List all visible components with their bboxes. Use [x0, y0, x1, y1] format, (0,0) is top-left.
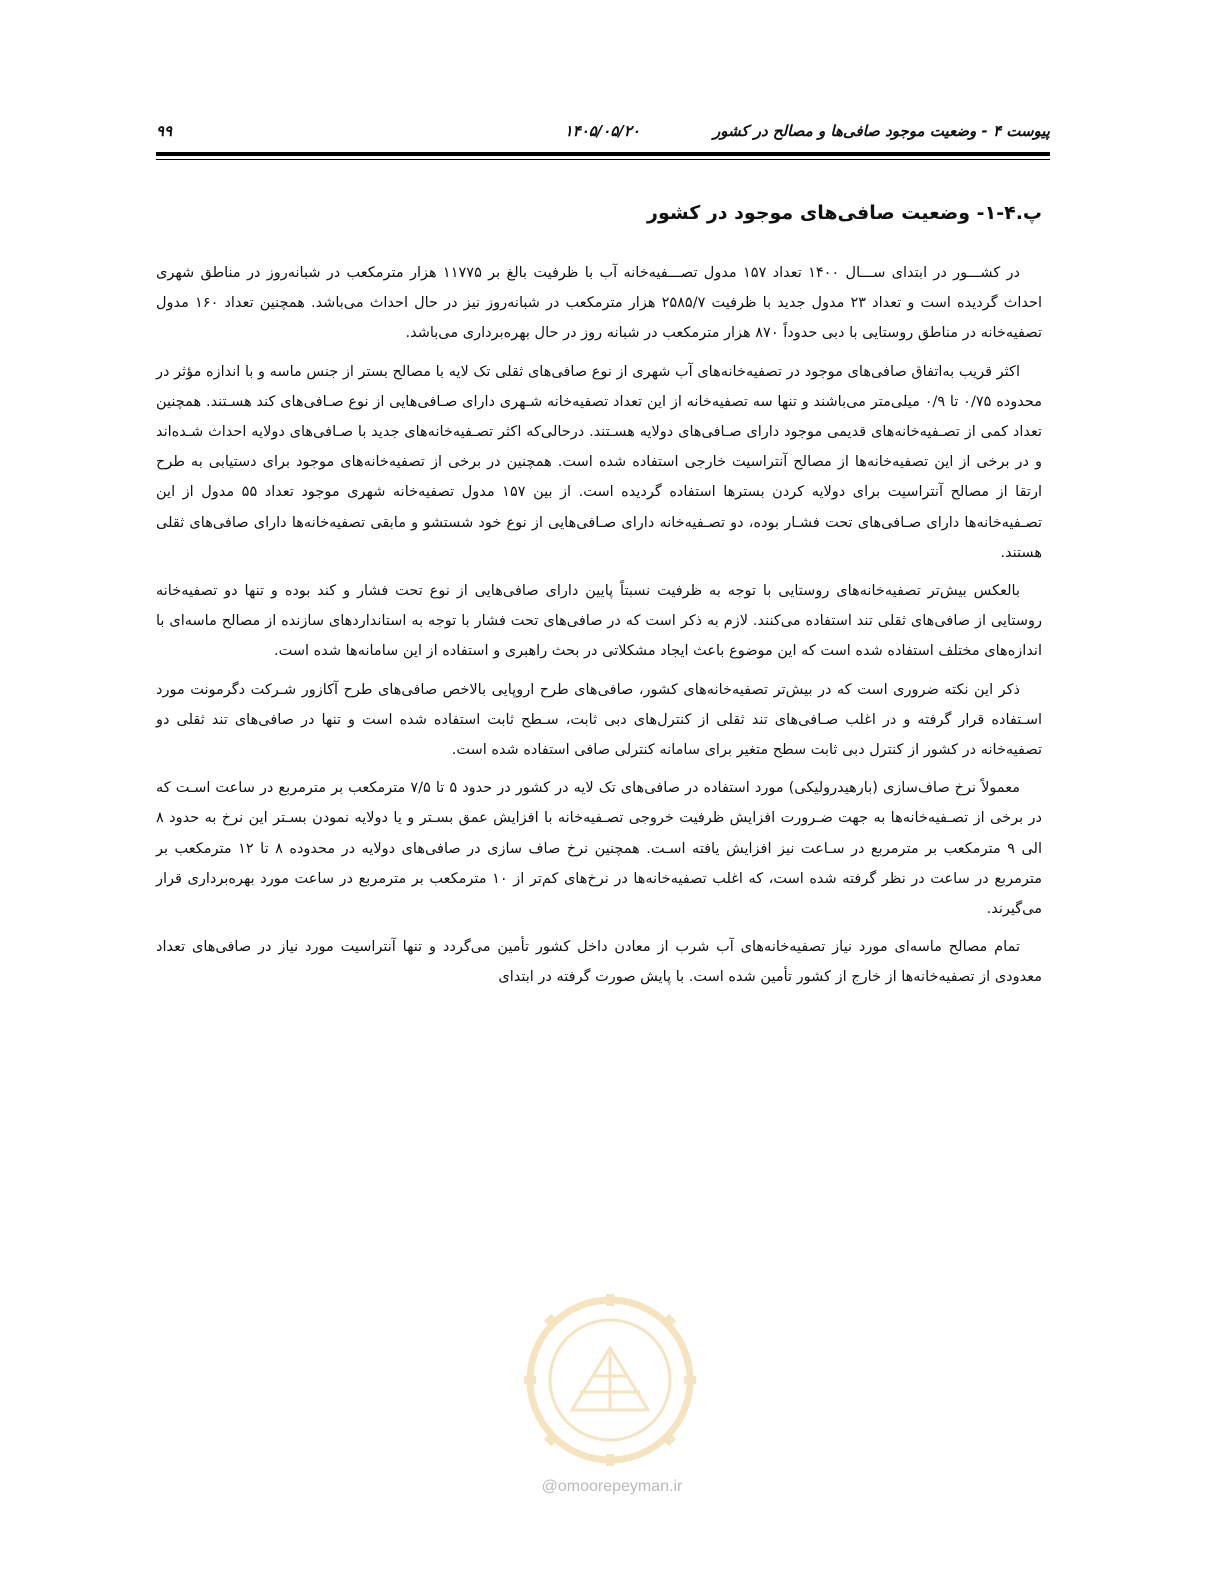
paragraph: بالعکس بیش‌تر تصفیه‌خانه‌های روستایی با توجه به ظرفیت نسبتاً پایین دارای صافی‌هایی از نوع تحت فشار و کند بوده و تنها دو تصفیه‌خانه روستایی از صافی‌های ثقلی تند استفاده می‌کنند. لازم به ذکر است که در صافی‌های تحت فشار با توجه به استانداردهای سازنده از مصالح ماسه‌ای با اندازه‌های مختلف استفاده شده است که این موضوع باعث ایجاد مشکلاتی در بحث راهبری و استفاده از این سامانه‌ها شده است.: [156, 583, 1042, 660]
watermark-logo-icon: [510, 1292, 710, 1468]
page-number: ۹۹: [156, 122, 173, 140]
header-rule-thick: [156, 152, 1050, 156]
paragraph: معمولاً نرخ صاف‌سازی (بارهیدرولیکی) مورد استفاده در صافی‌های تک لایه در کشور در حدود ۵ تا ۷/۵ مترمکعب بر مترمربع در ساعت اسـت که در برخی از تصـفیه‌خانه‌ها به جهت ضـرورت افزایش ظرفیت خروجی تصـفیه‌خانه با افزایش عمق بسـتر و یا دولایه نمودن بسـتر این نرخ به حدود ۸ الی ۹ مترمکعب بر مترمربع در سـاعت نیز افزایش یافته اسـت. همچنین نرخ صاف سازی در صافی‌های دولایه در محدوده ۸ تا ۱۲ مترمکعب بر مترمربع در ساعت در نظر گرفته شده است، که اغلب تصفیه‌خانه‌ها در نرخ‌های کم‌تر از ۱۰ مترمکعب بر مترمربع در ساعت مورد بهره‌برداری قرار می‌گیرند.: [156, 780, 1043, 918]
paragraph: در کشـــور در ابتدای ســـال ۱۴۰۰ تعداد ۱۵۷ مدول تصـــفیه‌خانه آب با ظرفیت بالغ بر ۱۱۷۷۵ هزار مترمکعب در شبانه‌روز در مناطق شهری احداث گردیده است و تعداد ۲۳ مدول جدید با ظرفیت ۲۵۸۵/۷ هزار مترمکعب در شبانه‌روز نیز در حال احداث می‌باشد. همچنین تعداد ۱۶۰ مدول تصفیه‌خانه در مناطق روستایی با دبی حدوداً ۸۷۰ هزار مترمکعب در شبانه روز در حال بهره‌برداری می‌باشد.: [156, 265, 1042, 342]
header-title: پیوست ۴ - وضعیت موجود صافی‌ها و مصالح در کشور: [712, 122, 1050, 140]
header-date: ۱۴۰۵/۰۵/۲۰: [564, 122, 640, 140]
paragraph: اکثر قریب به‌اتفاق صافی‌های موجود در تصفیه‌خانه‌های آب شهری از نوع صافی‌های ثقلی تک لایه با مصالح بستر از جنس ماسه و با اندازه مؤثر در محدوده ۰/۷۵ تا ۰/۹ میلی‌متر می‌باشند و تنها سه تصفیه‌خانه از این تعداد تصفیه‌خانه شـهری دارای صـافی‌هایی از نوع صـافی‌های کند هسـتند. همچنین تعداد کمی از تصـفیه‌خانه‌های قدیمی موجود دارای صـافی‌های دولایه هسـتند. درحالی‌که اکثر تصـفیه‌خانه‌های جدید با صـافی‌های دولایه احداث شـده‌اند و در برخی از این تصفیه‌خانه‌ها از مصالح آنتراسیت خارجی استفاده شده است. همچنین در برخی از تصفیه‌خانه‌های موجود برای دستیابی به طرح ارتقا از مصالح آنتراسیت برای دولایه کردن بسترها استفاده گردیده است. از بین ۱۵۷ مدول تصفیه‌خانه شهری موجود تعداد ۵۵ مدول از این تصـفیه‌خانه‌ها دارای صـافی‌های تحت فشـار بوده، دو تصـفیه‌خانه دارای صـافی‌هایی از نوع خود شستشو و مابقی تصفیه‌خانه‌ها دارای صافی‌های ثقلی هستند.: [156, 363, 1042, 561]
page-header: [156, 118, 1050, 150]
paragraph: ذکر این نکته ضروری است که در بیش‌تر تصفیه‌خانه‌های کشور، صافی‌های طرح اروپایی بالاخص صافی‌های طرح آکازور شـرکت دگرمونت مورد اسـتفاده قرار گرفته و در اغلب صـافی‌های تند ثقلی از کنترل‌های دبی ثابت، سـطح ثابت استفاده شده است و تنها در صافی‌های تند ثقلی دو تصفیه‌خانه در کشور از کنترل دبی ثابت سطح متغیر برای سامانه کنترلی صافی استفاده شده است.: [156, 681, 1042, 759]
paragraph: تمام مصالح ماسه‌ای مورد نیاز تصفیه‌خانه‌های آب شرب از معادن داخل کشور تأمین می‌گردد و تنها آنتراسیت مورد نیاز در صافی‌های تعداد معدودی از تصفیه‌خانه‌ها از خارج از کشور تأمین شده است. با پایش صورت گرفته در ابتدای: [156, 939, 1042, 986]
section-heading: پ.۴-۱- وضعیت صافی‌های موجود در کشور: [647, 202, 1042, 224]
header-rule-thin: [156, 159, 1050, 160]
document-body: [156, 196, 1042, 1001]
watermark-url: @omoorepeyman.ir: [541, 1478, 683, 1495]
